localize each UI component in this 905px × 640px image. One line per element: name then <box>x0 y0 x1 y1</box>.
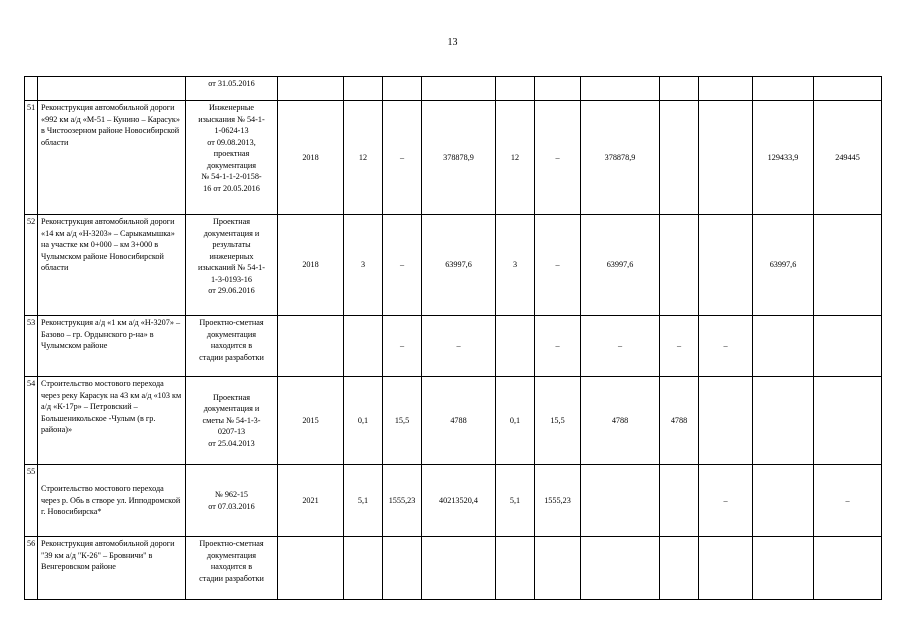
doc-line: документация и <box>203 228 260 238</box>
table-row-54 <box>25 377 882 465</box>
table-cell <box>25 77 38 101</box>
table-cell <box>814 377 882 465</box>
table-cell: 15,5 <box>383 377 422 465</box>
doc-line: Инженерные <box>208 103 255 112</box>
doc-line: находится в <box>210 341 253 350</box>
doc-line: документация <box>206 550 257 560</box>
table-cell: 249445 <box>814 101 882 215</box>
table-row-55 <box>25 465 882 537</box>
row-number: 54 <box>25 377 38 465</box>
table-cell: 4788 <box>581 377 660 465</box>
table-cell: 12 <box>496 101 535 215</box>
table-cell: – <box>814 465 882 537</box>
table-cell <box>753 77 814 101</box>
table-cell: 63997,6 <box>581 215 660 316</box>
project-name: Реконструкция автомобильной дороги «14 км а/д «Н-3203» – Сарыкамышка» на участке км 0+000 – км 3+000 в Чулымском районе Новосибирской области <box>38 215 186 316</box>
row-number: 55 <box>25 465 38 537</box>
table-cell <box>581 537 660 600</box>
table-cell: 0,1 <box>344 377 383 465</box>
table-cell <box>699 215 753 316</box>
table-cell <box>278 77 344 101</box>
table-row-53 <box>25 316 882 377</box>
table-cell: 4788 <box>422 377 496 465</box>
table-cell: – <box>660 316 699 377</box>
row-number: 53 <box>25 316 38 377</box>
table-cell: 40213520,4 <box>422 465 496 537</box>
table-cell <box>660 101 699 215</box>
doc-line: стадии разработки <box>199 352 264 362</box>
table-cell <box>344 77 383 101</box>
table-cell: 5,1 <box>344 465 383 537</box>
table-cell <box>278 316 344 377</box>
table-row-51 <box>25 101 882 215</box>
table-cell: – <box>383 316 422 377</box>
table-cell <box>581 465 660 537</box>
table-cell <box>753 316 814 377</box>
table-cell <box>660 465 699 537</box>
table-cell <box>660 77 699 101</box>
doc-cell <box>186 537 278 600</box>
table-cell: – <box>699 316 753 377</box>
table-cell <box>422 537 496 600</box>
table-cell: 1555,23 <box>383 465 422 537</box>
doc-line: документация <box>206 329 257 339</box>
table-cell <box>581 77 660 101</box>
doc-cell <box>186 77 278 101</box>
table-cell <box>814 215 882 316</box>
doc-line: сметы № 54-1-3- <box>202 415 261 425</box>
table-cell: 3 <box>496 215 535 316</box>
doc-cell <box>186 101 278 215</box>
table-cell: 63997,6 <box>422 215 496 316</box>
doc-line: от 25.04.2013 <box>208 438 255 448</box>
table-row-56 <box>25 537 882 600</box>
table-cell <box>383 537 422 600</box>
table-cell <box>814 316 882 377</box>
project-name: Строительство мостового перехода через реку Карасук на 43 км а/д «103 км а/д «К-17р» – Петровский – Большеникольское -Чулым (в гр. района)» <box>38 377 186 465</box>
doc-line: документация <box>206 160 257 170</box>
table-cell: 0,1 <box>496 377 535 465</box>
doc-line: инженерных <box>209 251 254 261</box>
doc-line: № 54-1-1-2-0158- <box>201 172 262 181</box>
table-cell <box>814 77 882 101</box>
doc-line: стадии разработки <box>199 573 264 583</box>
table-cell: 63997,6 <box>753 215 814 316</box>
table-cell <box>660 537 699 600</box>
doc-line: изысканий № 54-1- <box>197 263 266 272</box>
page-number: 13 <box>447 37 458 48</box>
project-name: Реконструкция автомобильной дороги "39 км а/д "К-26" – Бровничи" в Венгеровском районе <box>38 537 186 600</box>
row-number: 51 <box>25 101 38 215</box>
table-cell: – <box>422 316 496 377</box>
table-cell: 12 <box>344 101 383 215</box>
table-cell: 378878,9 <box>581 101 660 215</box>
table-cell <box>422 77 496 101</box>
doc-line: находится в <box>210 562 253 571</box>
table-cell: 3 <box>344 215 383 316</box>
table-cell: – <box>535 215 581 316</box>
table-cell: 15,5 <box>535 377 581 465</box>
table-row-52 <box>25 215 882 316</box>
table-cell: 2021 <box>278 465 344 537</box>
table-cell <box>699 101 753 215</box>
doc-line: 1-0624-13 <box>214 126 249 135</box>
doc-line: от 09.08.2013, <box>207 137 256 147</box>
table-cell <box>496 316 535 377</box>
table-cell: 5,1 <box>496 465 535 537</box>
table-cell <box>699 537 753 600</box>
table-cell <box>753 377 814 465</box>
project-name: Реконструкция автомобильной дороги «992 км а/д «М-51 – Кунино – Карасук» в Чистоозерном районе Новосибирской области <box>38 101 186 215</box>
construction-projects-table <box>24 76 882 600</box>
table-cell <box>496 537 535 600</box>
row-number: 56 <box>25 537 38 600</box>
table-cell <box>344 316 383 377</box>
table-cell: – <box>535 316 581 377</box>
doc-line: проектная <box>213 149 250 158</box>
doc-cell <box>186 377 278 465</box>
table-cell <box>814 537 882 600</box>
table-cell: 1555,23 <box>535 465 581 537</box>
table-cell <box>660 215 699 316</box>
table-cell <box>535 77 581 101</box>
doc-text: от 31.05.2016 <box>208 79 255 88</box>
table-cell <box>344 537 383 600</box>
table-cell: – <box>535 101 581 215</box>
doc-line: результаты <box>212 240 251 249</box>
table-cell <box>753 465 814 537</box>
table-row-continued <box>25 77 882 101</box>
doc-line: 1-3-0193-16 <box>211 274 252 284</box>
table-cell <box>699 77 753 101</box>
doc-line: 0207-13 <box>217 427 246 437</box>
doc-cell <box>186 316 278 377</box>
table-cell <box>699 377 753 465</box>
table-cell: – <box>383 215 422 316</box>
project-name: Строительство мостового перехода через р. Обь в створе ул. Ипподромской г. Новосибирска* <box>38 465 186 537</box>
table-cell <box>535 537 581 600</box>
doc-line: Проектно-сметная <box>199 539 264 548</box>
doc-line: Проектно-сметная <box>199 318 264 327</box>
doc-cell <box>186 215 278 316</box>
table-cell: 2015 <box>278 377 344 465</box>
row-number: 52 <box>25 215 38 316</box>
doc-line: документация и <box>203 404 260 414</box>
table-cell: 2018 <box>278 101 344 215</box>
doc-line: № 962-15 <box>214 490 249 499</box>
table-cell <box>496 77 535 101</box>
doc-line: Проектная <box>212 392 251 402</box>
doc-cell <box>186 465 278 537</box>
table-cell <box>278 537 344 600</box>
project-name: Реконструкция а/д «1 км а/д «Н-3207» – Базово – гр. Ордынского р-на» в Чулымском районе <box>38 316 186 377</box>
table-cell: – <box>581 316 660 377</box>
doc-line: от 07.03.2016 <box>208 501 255 511</box>
doc-line: изыскания № 54-1- <box>198 114 265 124</box>
doc-line: от 29.06.2016 <box>208 286 255 295</box>
table-cell <box>383 77 422 101</box>
table-cell <box>753 537 814 600</box>
doc-line: Проектная <box>212 217 251 226</box>
table-cell <box>38 77 186 101</box>
table-cell: 4788 <box>660 377 699 465</box>
table-cell: 378878,9 <box>422 101 496 215</box>
table-cell: – <box>383 101 422 215</box>
table-cell: 2018 <box>278 215 344 316</box>
table-cell: 129433,9 <box>753 101 814 215</box>
doc-line: 16 от 20.05.2016 <box>203 183 260 193</box>
table-cell: – <box>699 465 753 537</box>
